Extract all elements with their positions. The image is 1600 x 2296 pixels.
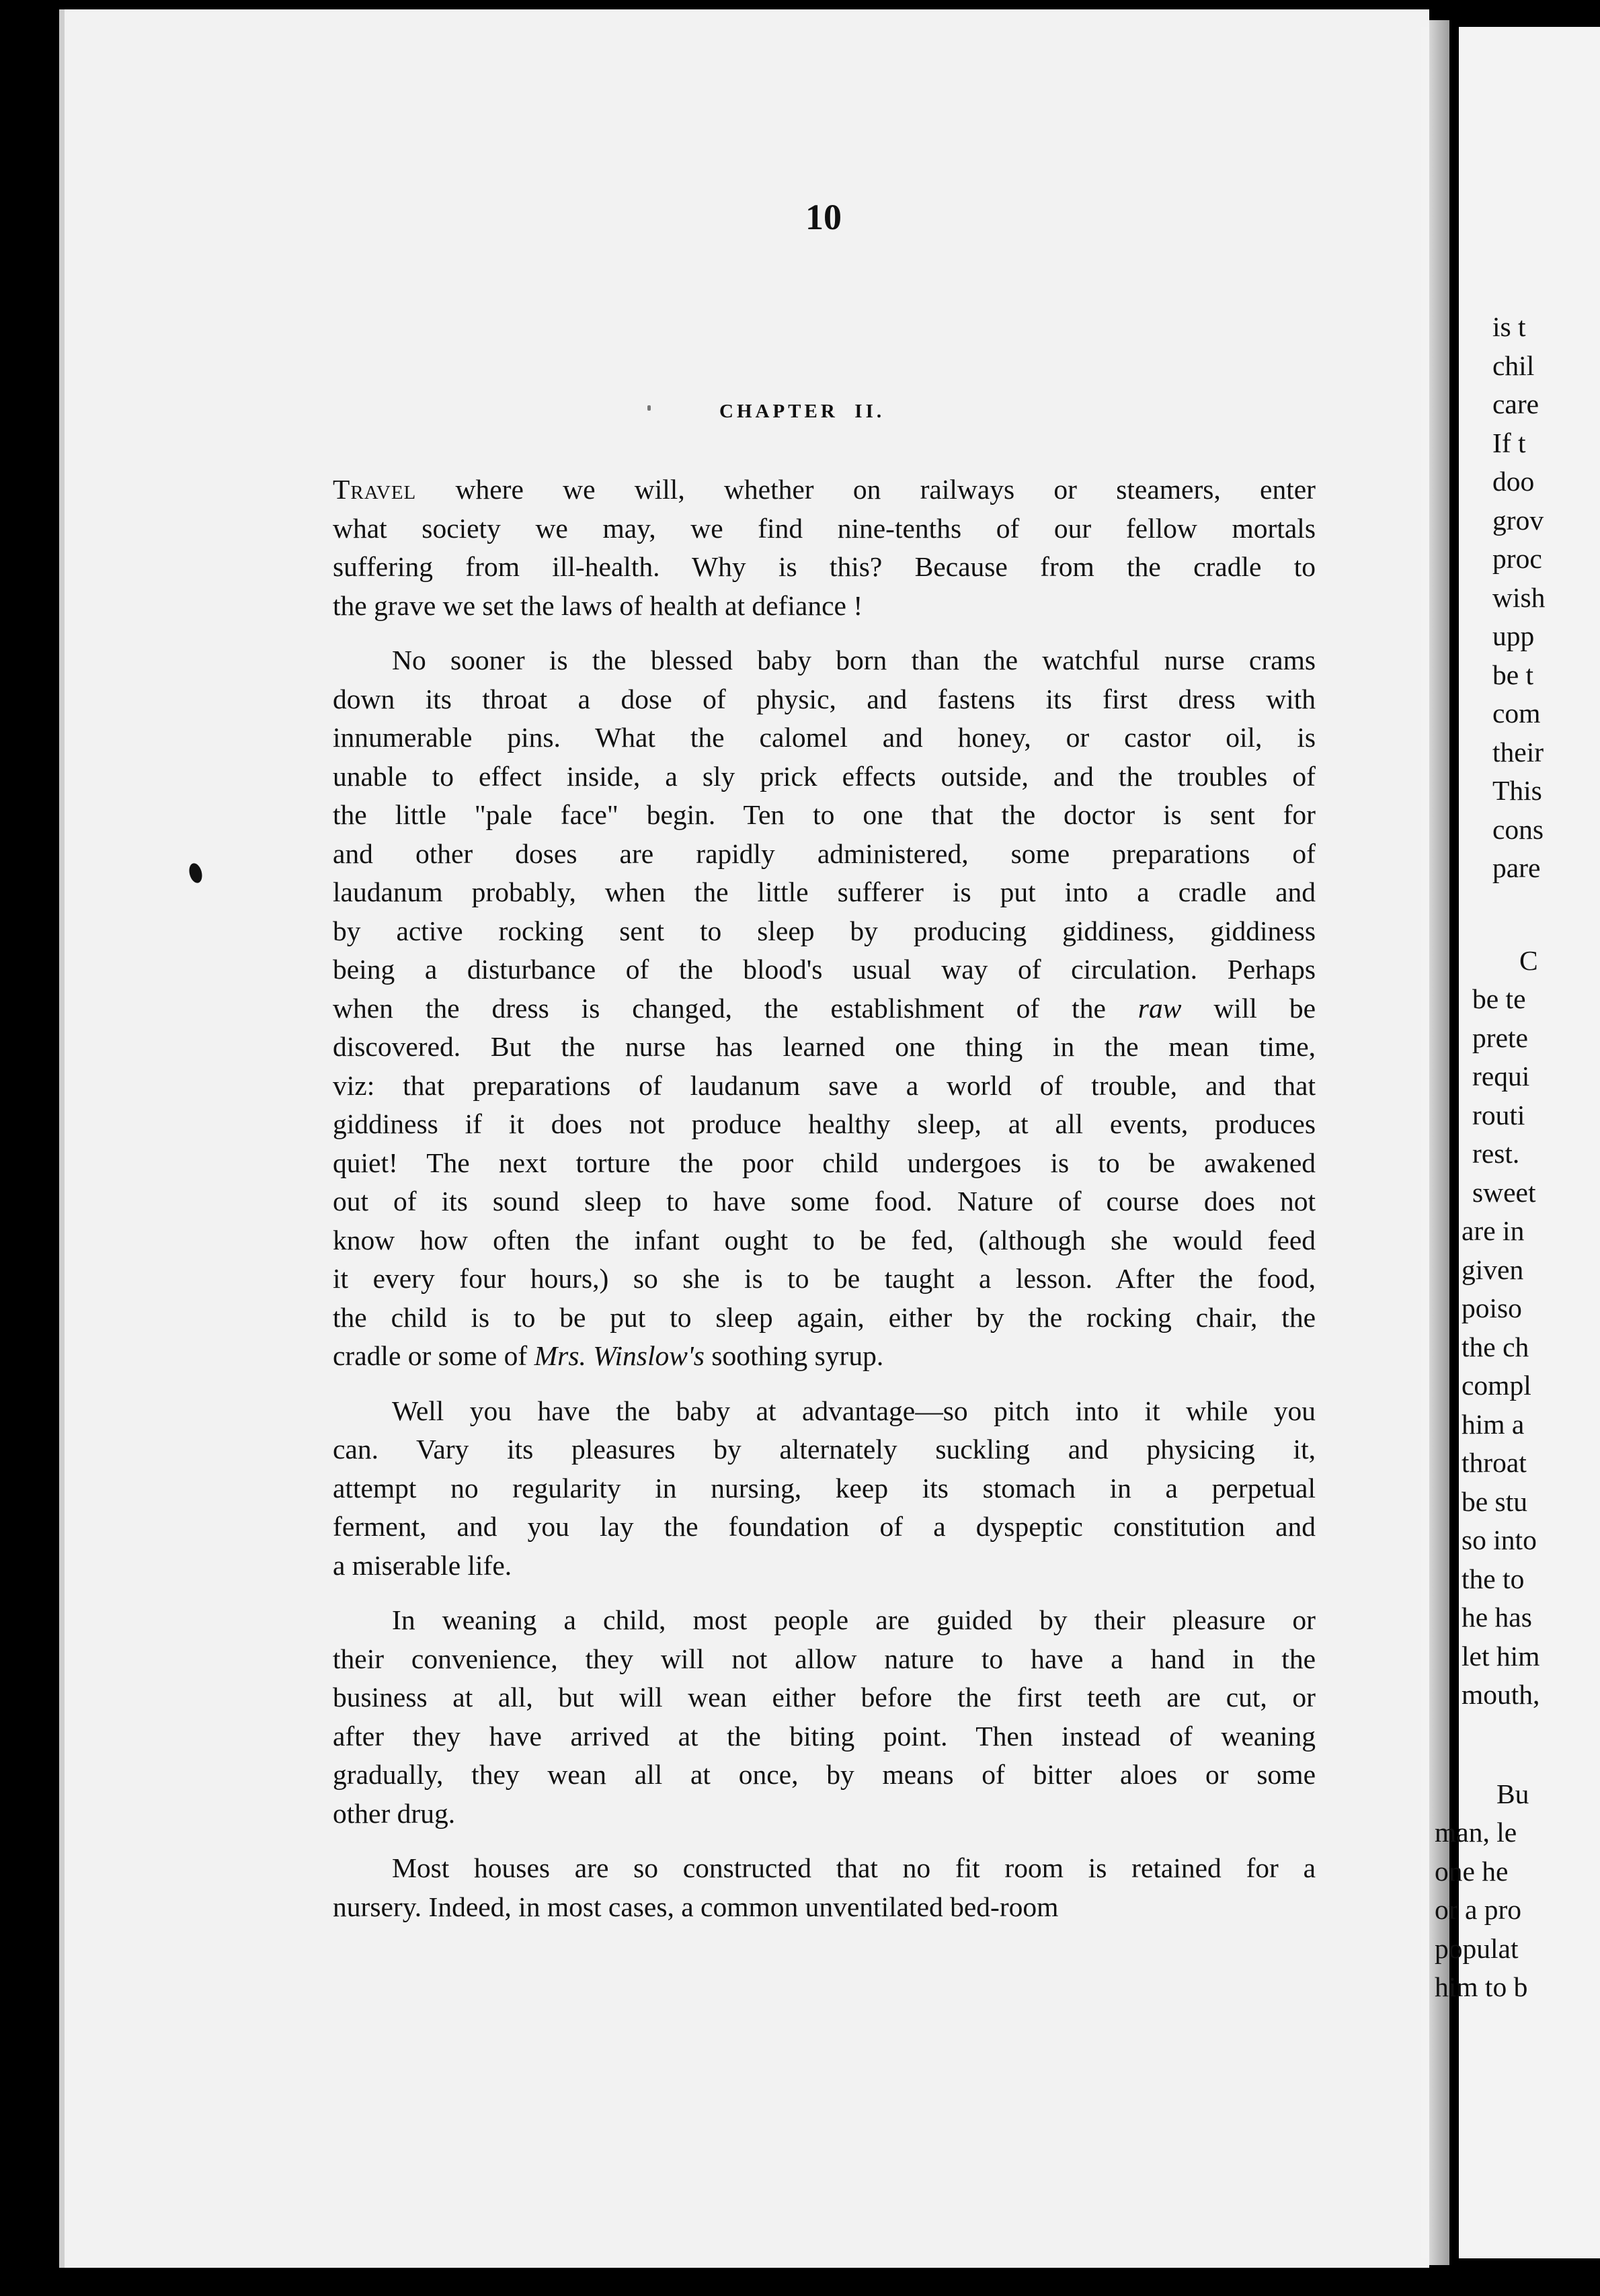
- text-segment: gradually, they wean all at once, by means of bitter aloes or some: [333, 1759, 1316, 1790]
- text-segment: In weaning a child, most people are guided by their pleasure or: [392, 1604, 1316, 1635]
- facing-page-line: proc: [1492, 543, 1542, 574]
- text-segment: being a disturbance of the blood's usual way of circulation. Perhaps: [333, 954, 1316, 985]
- text-segment: laudanum probably, when the little sufferer is put into a cradle and: [333, 876, 1316, 907]
- text-segment: Mrs. Winslow's: [534, 1340, 705, 1371]
- text-line: [333, 1640, 1316, 1679]
- text-line: [333, 719, 1316, 757]
- text-line: [333, 1337, 1316, 1376]
- facing-page-line: upp: [1492, 620, 1535, 651]
- text-segment: discovered. But the nurse has learned one thing in the mean time,: [333, 1031, 1316, 1062]
- text-line: [333, 509, 1316, 548]
- facing-page-line: prete: [1472, 1022, 1528, 1053]
- text-line: [333, 680, 1316, 719]
- text-line: [333, 548, 1316, 587]
- facing-page-line: populat: [1435, 1932, 1519, 1964]
- text-line: [333, 1547, 1316, 1586]
- text-segment: the grave we set the laws of health at defiance !: [333, 589, 863, 621]
- facing-page-line: one he: [1435, 1855, 1509, 1887]
- margin-mark: [647, 405, 651, 411]
- facing-page-line: routi: [1472, 1099, 1525, 1131]
- facing-page-line: the ch: [1462, 1331, 1529, 1362]
- facing-page-line: he has: [1462, 1602, 1532, 1633]
- text-segment: out of its sound sleep to have some food. Nature of course does not: [333, 1186, 1316, 1217]
- text-line: [333, 1601, 1316, 1640]
- text-line: [333, 1430, 1316, 1469]
- facing-page-line: requi: [1472, 1061, 1530, 1092]
- text-line: [333, 1888, 1316, 1927]
- facing-page-line: or a pro: [1435, 1894, 1522, 1925]
- text-line: [333, 912, 1316, 951]
- text-segment: quiet! The next torture the poor child undergoes is to be awakened: [333, 1147, 1316, 1178]
- text-line: [333, 1678, 1316, 1717]
- text-segment: a miserable life.: [333, 1549, 512, 1581]
- text-segment: their convenience, they will not allow nature to have a hand in the: [333, 1643, 1316, 1674]
- facing-page-line: be stu: [1462, 1485, 1527, 1517]
- facing-page-line: compl: [1462, 1370, 1531, 1401]
- facing-page-line: be t: [1492, 659, 1534, 690]
- text-segment: No sooner is the blessed baby born than the watchful nurse crams: [392, 645, 1316, 675]
- book-spine-shadow: [0, 0, 61, 2296]
- facing-page-line: grov: [1492, 504, 1544, 536]
- facing-page-line: throat: [1462, 1447, 1527, 1478]
- text-segment: suffering from ill-health. Why is this? Because from the cradle to: [333, 551, 1316, 582]
- text-segment: what society we may, we find nine-tenths of our fellow mortals: [333, 512, 1316, 544]
- facing-page-line: chil: [1492, 350, 1535, 381]
- text-line: [333, 1392, 1316, 1431]
- facing-page-line: their: [1492, 736, 1544, 768]
- text-segment: the little "pale face" begin. Ten to one that the doctor is sent for: [333, 799, 1316, 830]
- facing-page-line: pare: [1492, 852, 1541, 883]
- facing-page-line: man, le: [1435, 1817, 1517, 1848]
- text-segment: down its throat a dose of physic, and fastens its first dress with: [333, 683, 1316, 714]
- facing-page-line: him a: [1462, 1408, 1525, 1440]
- facing-page-line: C: [1519, 944, 1538, 976]
- facing-page-line: If t: [1492, 427, 1526, 458]
- text-line: [333, 1144, 1316, 1183]
- text-segment: where we will, whether on railways or steamers, enter: [416, 474, 1316, 505]
- facing-page-line: wish: [1492, 581, 1546, 613]
- text-line: [333, 587, 1316, 626]
- text-segment: after they have arrived at the biting point. Then instead of weaning: [333, 1720, 1316, 1752]
- facing-page-line: This: [1492, 775, 1542, 806]
- text-line: [333, 989, 1316, 1028]
- facing-page-line: doo: [1492, 466, 1535, 497]
- text-line: [333, 1508, 1316, 1547]
- facing-page-line: him to b: [1435, 1971, 1528, 2002]
- text-segment: ferment, and you lay the foundation of a dyspeptic constitution and: [333, 1511, 1316, 1542]
- text-segment: it every four hours,) so she is to be taught a lesson. After the food,: [333, 1263, 1316, 1294]
- text-segment: innumerable pins. What the calomel and honey, or castor oil, is: [333, 722, 1316, 753]
- text-segment: and other doses are rapidly administered, some preparations of: [333, 837, 1316, 869]
- text-line: [333, 1260, 1316, 1299]
- facing-page-line: com: [1492, 698, 1541, 729]
- text-segment: giddiness if it does not produce healthy sleep, at all events, produces: [333, 1108, 1316, 1139]
- facing-page-line: let him: [1462, 1640, 1540, 1672]
- body-text: [333, 470, 1316, 1926]
- facing-page-line: the to: [1462, 1563, 1525, 1594]
- facing-page-line: given: [1462, 1254, 1524, 1285]
- text-segment: nursery. Indeed, in most cases, a common unventilated bed-room: [333, 1891, 1059, 1922]
- text-segment: business at all, but will wean either before the first teeth are cut, or: [333, 1682, 1316, 1713]
- facing-page-line: care: [1492, 388, 1539, 419]
- text-segment: unable to effect inside, a sly prick effects outside, and the troubles of: [333, 760, 1316, 792]
- paragraph-gap: [333, 1376, 1316, 1392]
- text-segment: Travel: [333, 474, 417, 505]
- paragraph-gap: [333, 625, 1316, 641]
- facing-page-line: cons: [1492, 813, 1544, 845]
- facing-page-line: be te: [1472, 983, 1526, 1014]
- text-segment: Most houses are so constructed that no fit room is retained for a: [392, 1852, 1316, 1883]
- text-line: [333, 1221, 1316, 1260]
- text-segment: will be: [1181, 992, 1316, 1024]
- text-line: [333, 470, 1316, 509]
- text-line: [333, 757, 1316, 796]
- text-line: [333, 950, 1316, 989]
- text-line: [333, 1299, 1316, 1338]
- page-number: 10: [805, 197, 842, 237]
- paragraph-gap: [333, 1833, 1316, 1849]
- facing-page-line: Bu: [1496, 1778, 1529, 1809]
- text-segment: when the dress is changed, the establishment of the: [333, 992, 1138, 1024]
- text-segment: other drug.: [333, 1797, 456, 1829]
- text-segment: by active rocking sent to sleep by producing giddiness, giddiness: [333, 915, 1316, 946]
- facing-page-line: poiso: [1462, 1293, 1522, 1323]
- text-line: [333, 1849, 1316, 1888]
- text-segment: soothing syrup.: [704, 1340, 884, 1371]
- facing-page-line: so into: [1462, 1524, 1537, 1555]
- text-segment: cradle or some of: [333, 1340, 534, 1371]
- paragraph-gap: [333, 1585, 1316, 1601]
- text-line: [333, 1182, 1316, 1221]
- text-segment: attempt no regularity in nursing, keep its stomach in a perpetual: [333, 1472, 1316, 1504]
- text-line: [333, 1795, 1316, 1834]
- text-segment: viz: that preparations of laudanum save a world of trouble, and that: [333, 1069, 1316, 1101]
- text-line: [333, 641, 1316, 680]
- scan-bottom-edge: [0, 2268, 1600, 2296]
- text-line: [333, 1105, 1316, 1144]
- facing-page-line: are in: [1462, 1215, 1525, 1246]
- text-line: [333, 1756, 1316, 1795]
- text-segment: can. Vary its pleasures by alternately suckling and physicing it,: [333, 1434, 1316, 1465]
- text-segment: the child is to be put to sleep again, either by the rocking chair, the: [333, 1301, 1316, 1333]
- text-line: [333, 1717, 1316, 1756]
- text-line: [333, 1469, 1316, 1508]
- facing-page-line: rest.: [1472, 1138, 1520, 1169]
- text-line: [333, 1028, 1316, 1067]
- text-segment: Well you have the baby at advantage—so pitch into it while you: [392, 1395, 1316, 1426]
- facing-page-line: mouth,: [1462, 1679, 1540, 1710]
- text-line: [333, 873, 1316, 912]
- facing-page-line: is t: [1492, 311, 1526, 342]
- text-line: [333, 835, 1316, 874]
- facing-page-line: sweet: [1472, 1176, 1536, 1208]
- chapter-heading: CHAPTER II.: [719, 401, 885, 422]
- text-segment: raw: [1137, 992, 1182, 1024]
- text-line: [333, 796, 1316, 835]
- text-segment: know how often the infant ought to be fed, (although she would feed: [333, 1224, 1316, 1256]
- text-line: [333, 1067, 1316, 1106]
